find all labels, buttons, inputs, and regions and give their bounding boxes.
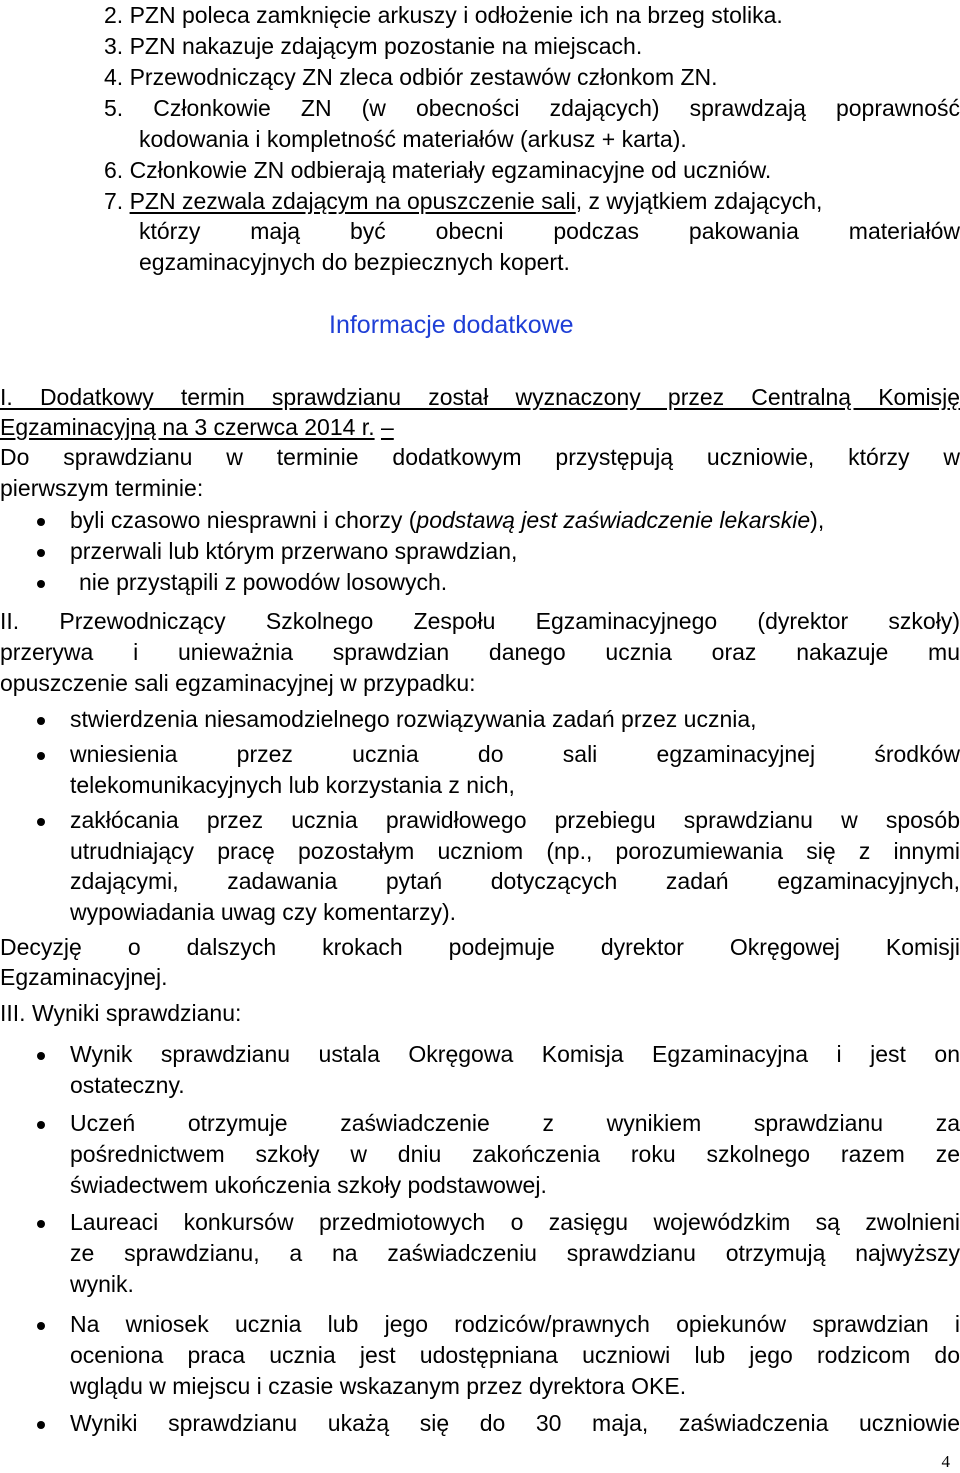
section-3-bullet-3-line-2: ze sprawdzianu, a na zaświadczeniu sprawdzianu otrzymują najwyższy [70,1240,960,1266]
section-3-bullet-1-line-2: ostateczny. [70,1072,185,1098]
section-1-dash: – [380,414,394,440]
bullet-icon [37,1121,45,1129]
section-1-intro-line-2: pierwszym terminie: [0,475,204,501]
section-3-bullet-1-line-1: Wynik sprawdzianu ustala Okręgowa Komisja Egzaminacyjna i jest on [70,1041,960,1067]
bullet-icon [37,1421,45,1429]
bullet-icon [37,518,45,526]
bullet-icon [37,717,45,725]
section-2-intro-line-2: przerywa i unieważnia sprawdzian danego ucznia oraz nakazuje mu [0,639,960,665]
step-7-line-1 [104,186,822,216]
section-3-bullet-2-line-1: Uczeń otrzymuje zaświadczenie z wynikiem sprawdzianu za [70,1110,960,1136]
section-3-bullet-3-line-3: wynik. [70,1271,134,1297]
section-2-decision-line-1: Decyzję o dalszych krokach podejmuje dyrektor Okręgowej Komisji [0,934,960,960]
bullet-icon [37,752,45,760]
section-3-bullet-3-line-1: Laureaci konkursów przedmiotowych o zasięgu wojewódzkim są zwolnieni [70,1209,960,1235]
section-1-bullet-1 [70,505,824,535]
step-3: 3. PZN nakazuje zdającym pozostanie na miejscach. [104,33,643,59]
section-1-intro-line-1: Do sprawdzianu w terminie dodatkowym przystępują uczniowie, którzy w [0,444,960,470]
section-3-title: III. Wyniki sprawdzianu: [0,1000,242,1026]
bullet-icon [37,818,45,826]
bullet-1-start: byli czasowo niesprawni i chorzy ( [70,507,417,533]
section-3-bullet-2-line-2: pośrednictwem szkoły w dniu zakończenia roku szkolnego razem ze [70,1141,960,1167]
page-number: 4 [941,1452,950,1471]
section-1-title-line-1: I. Dodatkowy termin sprawdzianu został wyznaczony przez Centralną Komisję [0,384,960,410]
section-2-bullet-3-line-1: zakłócania przez ucznia prawidłowego przebiegu sprawdzianu w sposób [70,807,960,833]
bullet-icon [37,1052,45,1060]
bullet-icon [37,549,45,557]
step-7-underlined: PZN zezwala zdającym na opuszczenie sali [129,188,576,214]
section-3-bullet-2-line-3: świadectwem ukończenia szkoły podstawowej. [70,1172,547,1198]
section-3-bullet-5-line-1: Wyniki sprawdzianu ukażą się do 30 maja, zaświadczenia uczniowie [70,1410,960,1436]
section-2-bullet-3-line-3: zdającymi, zadawania pytań dotyczących zadań egzaminacyjnych, [70,868,960,894]
step-7-rest: , z wyjątkiem zdających, [575,188,823,214]
section-1-title-date: Egzaminacyjną na 3 czerwca 2014 r. [0,414,375,440]
step-5-line-2: kodowania i kompletność materiałów (arkusz + karta). [139,126,687,152]
section-2-intro-line-1: II. Przewodniczący Szkolnego Zespołu Egzaminacyjnego (dyrektor szkoły) [0,608,960,634]
step-4: 4. Przewodniczący ZN zleca odbiór zestawów członkom ZN. [104,64,718,90]
step-7-number: 7. [104,188,124,214]
section-1-bullet-3: nie przystąpili z powodów losowych. [79,569,448,595]
section-2-bullet-1: stwierdzenia niesamodzielnego rozwiązywania zadań przez ucznia, [70,706,757,732]
bullet-icon [37,1220,45,1228]
section-1-bullet-2: przerwali lub którym przerwano sprawdzian, [70,538,518,564]
bullet-1-italic: podstawą jest zaświadczenie lekarskie [416,507,811,533]
section-2-decision-line-2: Egzaminacyjnej. [0,964,168,990]
bullet-icon [37,1322,45,1330]
step-7-line-2: którzy mają być obecni podczas pakowania materiałów [139,218,960,244]
section-2-intro-line-3: opuszczenie sali egzaminacyjnej w przypadku: [0,670,476,696]
bullet-icon [37,580,45,588]
step-2: 2. PZN poleca zamknięcie arkuszy i odłożenie ich na brzeg stolika. [104,2,783,28]
section-2-bullet-2-line-2: telekomunikacyjnych lub korzystania z nich, [70,772,515,798]
section-3-bullet-4-line-3: wglądu w miejscu i czasie wskazanym przez dyrektora OKE. [70,1373,687,1399]
bullet-1-end: ), [810,507,825,533]
section-2-bullet-2-line-1: wniesienia przez ucznia do sali egzaminacyjnej środków [70,741,960,767]
section-1-title-line-2 [0,412,394,442]
section-2-bullet-3-line-4: wypowiadania uwag czy komentarzy). [70,899,457,925]
section-heading: Informacje dodatkowe [329,311,574,339]
step-6: 6. Członkowie ZN odbierają materiały egzaminacyjne od uczniów. [104,157,772,183]
section-3-bullet-4-line-1: Na wniosek ucznia lub jego rodziców/prawnych opiekunów sprawdzian i [70,1311,960,1337]
step-5-line-1: 5. Członkowie ZN (w obecności zdających) sprawdzają poprawność [104,95,960,121]
section-3-bullet-4-line-2: oceniona praca ucznia jest udostępniana uczniowi lub jego rodzicom do [70,1342,960,1368]
section-2-bullet-3-line-2: utrudniający pracę pozostałym uczniom (np., porozumiewania się z innymi [70,838,960,864]
step-7-line-3: egzaminacyjnych do bezpiecznych kopert. [139,249,570,275]
